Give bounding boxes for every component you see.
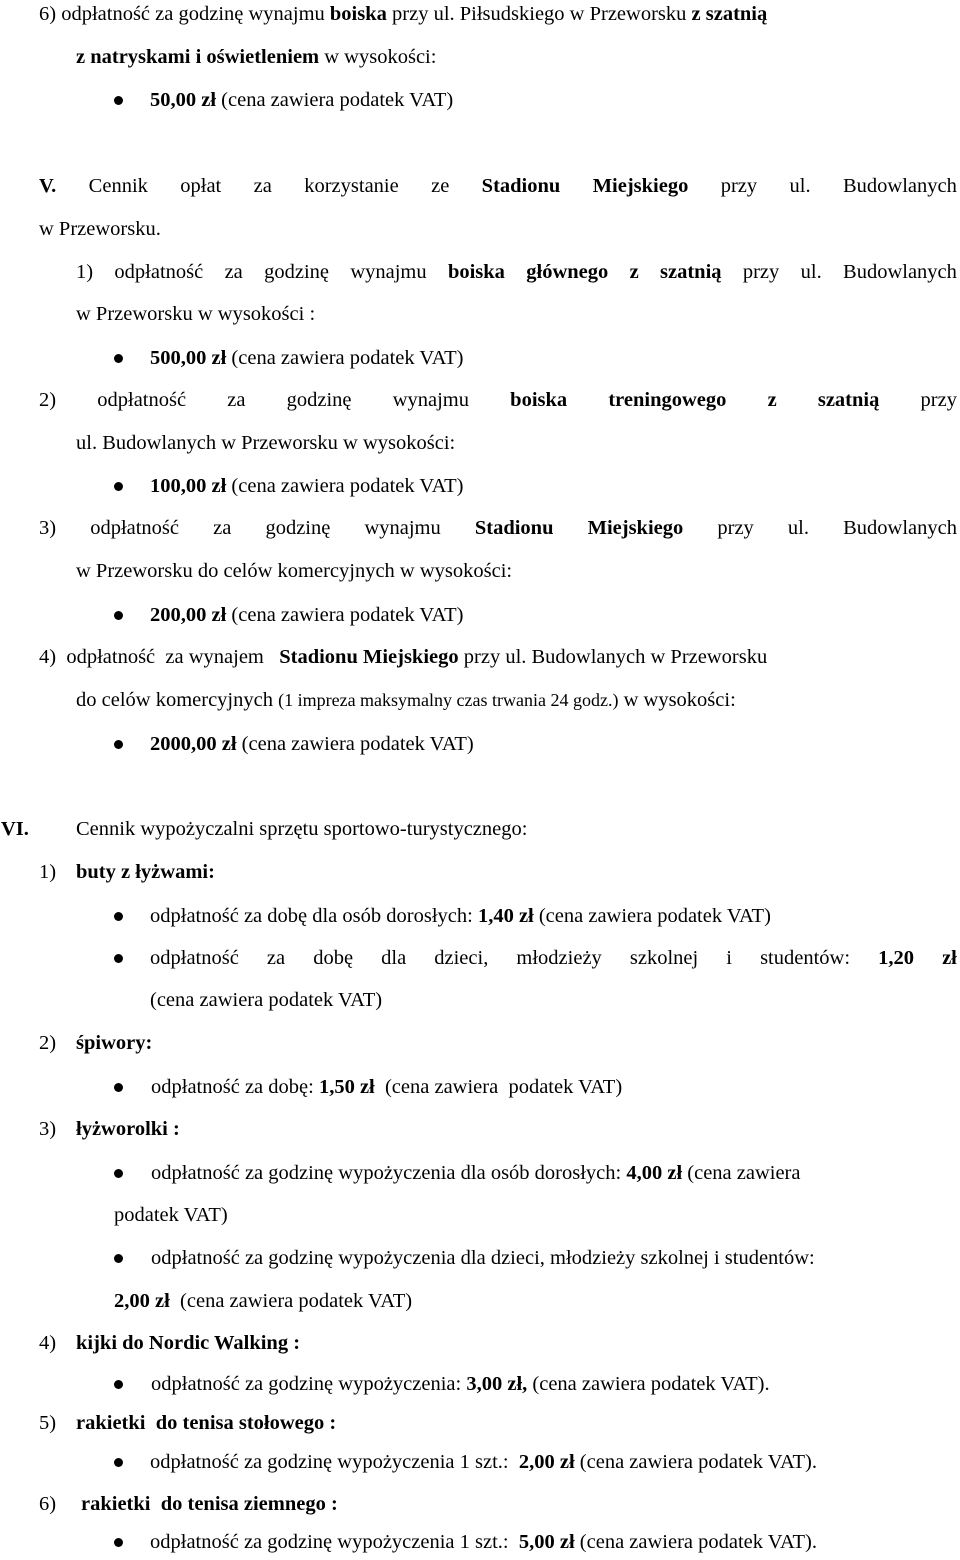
bullet-icon — [114, 740, 123, 749]
word: odpłatność — [114, 261, 204, 283]
text: (cena zawiera podatek VAT) — [216, 89, 454, 111]
item-name: rakietki do tenisa ziemnego : — [81, 1493, 338, 1515]
section-vi-heading — [1, 817, 29, 841]
vi-item-1-bullet-2-line2: (cena zawiera podatek VAT) — [150, 989, 383, 1011]
bullet-icon — [114, 1254, 123, 1263]
text: (cena zawiera podatek VAT) — [226, 347, 464, 369]
vi-item-3-bullet-1-line2: podatek VAT) — [114, 1204, 228, 1226]
v-item-1-line2: w Przeworsku w wysokości : — [76, 303, 316, 325]
text: przy ul. Piłsudskiego w Przeworsku — [386, 3, 692, 25]
vi-item-3-bullet-2: odpłatność za godzinę wypożyczenia dla dzieci, młodzieży szkolnej i studentów: — [151, 1247, 815, 1269]
word: treningowego — [608, 389, 727, 411]
word: za — [224, 261, 243, 283]
v-item-1-price — [150, 346, 463, 370]
v-item-4-line1 — [39, 645, 767, 669]
text: przy ul. Budowlanych w Przeworsku — [458, 646, 768, 668]
word: opłat — [180, 175, 222, 197]
bullet-icon — [114, 1169, 123, 1178]
vi-item-2-heading — [39, 1031, 56, 1055]
word: dzieci, — [434, 947, 489, 969]
vi-item-1-bullet-1 — [150, 904, 771, 928]
text: (cena zawiera podatek VAT) — [374, 1076, 623, 1098]
item-number: 2) — [39, 1032, 57, 1054]
item-name: kijki do Nordic Walking : — [76, 1332, 301, 1354]
word: Budowlanych — [843, 261, 957, 283]
price: 2000,00 zł — [150, 733, 237, 755]
item-name: buty z łyżwami: — [76, 861, 215, 883]
text: odpłatność za dobę dla osób dorosłych: — [150, 905, 478, 927]
word: za — [227, 389, 246, 411]
item-number: 1) — [39, 861, 57, 883]
vi-item-2-name-wrap — [76, 1031, 152, 1055]
price: 1,40 zł — [477, 905, 534, 927]
bold-text: boiska — [329, 3, 387, 25]
vi-item-3-name-wrap — [76, 1117, 180, 1141]
word: odpłatność — [90, 517, 180, 539]
text: (cena zawiera podatek VAT). — [574, 1531, 817, 1553]
word: za — [266, 947, 286, 969]
word: z — [629, 261, 639, 283]
text: w wysokości: — [319, 46, 437, 68]
vi-item-1-name-wrap — [76, 860, 215, 884]
price: 5,00 zł — [518, 1531, 575, 1553]
word: wynajmu — [364, 517, 441, 539]
word: wynajmu — [392, 389, 469, 411]
word: dla — [381, 947, 407, 969]
price: 1,50 zł — [318, 1076, 375, 1098]
v-item-3-line1 — [39, 516, 957, 540]
section-vi-title: Cennik wypożyczalni sprzętu sportowo-turystycznego: — [76, 818, 528, 840]
bold-text: z natryskami i oświetleniem — [76, 46, 320, 68]
vi-item-4-name-wrap — [76, 1331, 300, 1355]
word: szatnią — [817, 389, 880, 411]
word: i — [726, 947, 732, 969]
item-name: rakietki do tenisa stołowego : — [76, 1412, 337, 1434]
word: za — [213, 517, 232, 539]
word: z — [767, 389, 777, 411]
vi-item-5-bullet-1 — [150, 1450, 817, 1474]
word: odpłatność — [150, 947, 239, 969]
word: przy — [742, 261, 780, 283]
item-number: 5) — [39, 1412, 57, 1434]
vi-item-2-bullet-1 — [151, 1075, 622, 1099]
bullet-icon — [114, 96, 123, 105]
vi-item-4-heading — [39, 1331, 56, 1355]
text: 4) odpłatność za wynajem — [39, 646, 280, 668]
price: 2,00 zł — [114, 1290, 170, 1312]
word: szatnią — [660, 261, 722, 283]
vi-item-4-bullet-1 — [151, 1372, 770, 1396]
word: ze — [431, 175, 450, 197]
s6-item-line1 — [39, 2, 767, 26]
text: odpłatność za dobę: — [151, 1076, 319, 1098]
item-name: łyżworolki : — [76, 1118, 180, 1140]
bullet-icon — [114, 1458, 123, 1467]
word: Budowlanych — [843, 517, 957, 539]
text: (cena zawiera podatek VAT) — [533, 905, 771, 927]
v-item-3-line2: w Przeworsku do celów komercyjnych w wysokości: — [76, 560, 513, 582]
word: Cennik — [88, 175, 148, 197]
text: w wysokości: — [618, 689, 736, 711]
v-item-2-line1 — [39, 388, 957, 412]
word: Budowlanych — [842, 175, 957, 197]
text: (cena zawiera podatek VAT) — [236, 733, 474, 755]
text: (cena zawiera podatek VAT) — [169, 1290, 413, 1312]
word: boiska — [447, 261, 505, 283]
word: przy — [920, 389, 957, 411]
text: odpłatność za godzinę wypożyczenia 1 szt.: — [150, 1531, 519, 1553]
price: 50,00 zł — [150, 89, 217, 111]
word: za — [253, 175, 272, 197]
price: 2,00 zł — [518, 1451, 575, 1473]
bullet-icon — [114, 611, 123, 620]
section-number: V. — [39, 175, 57, 197]
word: godzinę — [286, 389, 352, 411]
price: 500,00 zł — [150, 347, 227, 369]
price: 4,00 zł — [626, 1162, 683, 1184]
word: 1) — [76, 261, 94, 283]
vi-item-5-heading — [39, 1411, 56, 1435]
text: (cena zawiera podatek VAT). — [574, 1451, 817, 1473]
word: odpłatność — [97, 389, 187, 411]
item-number: 3) — [39, 1118, 57, 1140]
v-item-1-line1 — [76, 260, 957, 284]
vi-item-1-heading — [39, 860, 56, 884]
word: młodzieży — [516, 947, 602, 969]
text: do celów komercyjnych — [76, 689, 279, 711]
v-item-4-price — [150, 732, 474, 756]
text: (cena zawiera podatek VAT) — [226, 475, 464, 497]
vi-item-3-bullet-2-line2 — [114, 1289, 412, 1313]
text: odpłatność za godzinę wypożyczenia: — [151, 1373, 467, 1395]
word: przy — [717, 517, 754, 539]
word: godzinę — [264, 261, 329, 283]
text: (cena zawiera — [682, 1162, 801, 1184]
text: (cena zawiera podatek VAT) — [226, 604, 464, 626]
word: dobę — [313, 947, 354, 969]
small-text: (1 impreza maksymalny czas trwania 24 godz.) — [278, 690, 619, 710]
word: ul. — [800, 261, 822, 283]
word: studentów: — [760, 947, 851, 969]
word: 3) — [39, 517, 57, 539]
s6-item-line2 — [76, 45, 436, 69]
bullet-icon — [114, 1380, 123, 1389]
word: boiska — [510, 389, 568, 411]
section-v-heading — [39, 174, 957, 198]
word: 2) — [39, 389, 57, 411]
word: Stadionu — [481, 175, 561, 197]
price: 100,00 zł — [150, 475, 227, 497]
word: wynajmu — [350, 261, 427, 283]
text: odpłatność za godzinę wypożyczenia 1 szt.: — [150, 1451, 519, 1473]
bullet-icon — [114, 1083, 123, 1092]
v-item-4-line2 — [76, 688, 736, 712]
vi-item-6-name-wrap — [81, 1492, 338, 1516]
vi-item-1-bullet-2 — [150, 946, 957, 970]
word: szkolnej — [629, 947, 699, 969]
bold-text: z szatnią — [691, 3, 768, 25]
bullet-icon — [114, 954, 123, 963]
text: 6) odpłatność za godzinę wynajmu — [39, 3, 330, 25]
item-number: 4) — [39, 1332, 57, 1354]
bullet-icon — [114, 354, 123, 363]
word: 1,20 — [878, 947, 914, 969]
s6-price-line — [150, 88, 453, 112]
vi-item-6-bullet-1 — [150, 1530, 817, 1554]
section-v-heading-line2: w Przeworsku. — [39, 218, 161, 240]
word: zł — [942, 947, 957, 969]
text: (cena zawiera podatek VAT). — [527, 1373, 770, 1395]
word: Miejskiego — [587, 517, 684, 539]
bullet-icon — [114, 482, 123, 491]
text: odpłatność za godzinę wypożyczenia dla osób dorosłych: — [151, 1162, 627, 1184]
item-number: 6) — [39, 1493, 57, 1515]
section-number: VI. — [1, 818, 29, 840]
vi-item-3-bullet-1 — [151, 1161, 957, 1185]
price: 200,00 zł — [150, 604, 227, 626]
word: głównego — [526, 261, 609, 283]
word: przy — [720, 175, 758, 197]
price: 3,00 zł, — [466, 1373, 528, 1395]
vi-item-6-heading — [39, 1492, 56, 1516]
bold-text: Stadionu Miejskiego — [279, 646, 459, 668]
word: ul. — [787, 517, 809, 539]
vi-item-5-name-wrap — [76, 1411, 336, 1435]
v-item-2-line2: ul. Budowlanych w Przeworsku w wysokości: — [76, 432, 456, 454]
word: korzystanie — [304, 175, 399, 197]
bullet-icon — [114, 912, 123, 921]
word: ul. — [789, 175, 811, 197]
bullet-icon — [114, 1538, 123, 1547]
item-name: śpiwory: — [76, 1032, 153, 1054]
v-item-2-price — [150, 474, 463, 498]
word: Stadionu — [474, 517, 554, 539]
v-item-3-price — [150, 603, 463, 627]
word: Miejskiego — [592, 175, 689, 197]
vi-item-3-heading — [39, 1117, 56, 1141]
word: godzinę — [265, 517, 331, 539]
